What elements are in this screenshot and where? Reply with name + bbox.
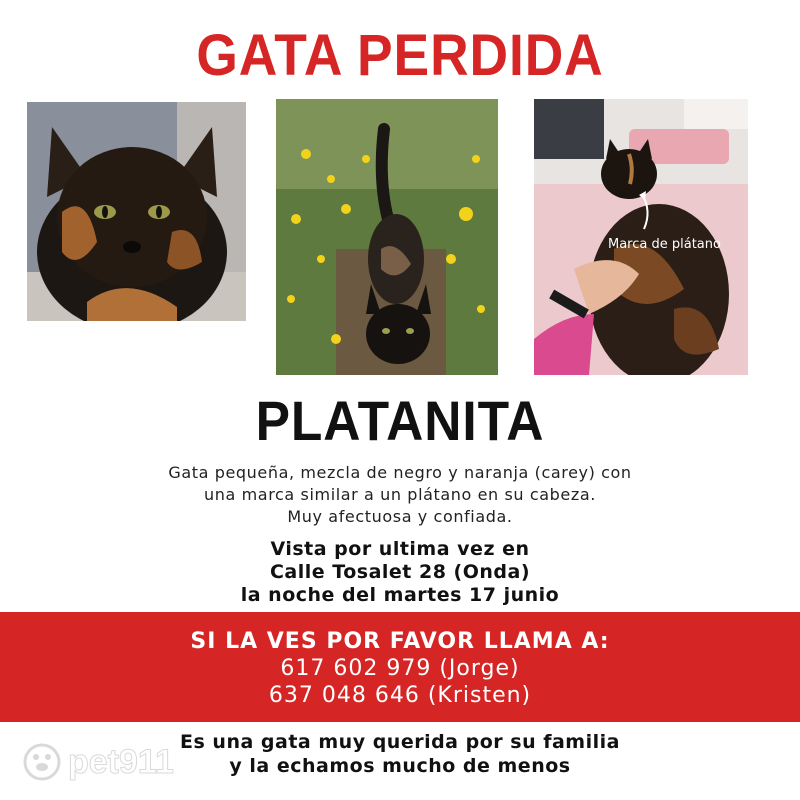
last-seen-line: Calle Tosalet 28 (Onda) bbox=[269, 561, 531, 583]
footer-line: Es una gata muy querida por su familia bbox=[180, 731, 620, 753]
last-seen-line: la noche del martes 17 junio bbox=[240, 584, 560, 606]
cat-name: PLATANITA bbox=[255, 389, 545, 452]
description-line: una marca similar a un plátano en su cabeza. bbox=[204, 485, 596, 504]
cat-photo-closeup bbox=[27, 102, 246, 321]
banana-mark-annotation: Marca de plátano bbox=[608, 237, 721, 252]
description-line: Muy afectuosa y confiada. bbox=[287, 507, 513, 526]
poster-title: GATA PERDIDA bbox=[196, 23, 604, 88]
last-seen-info bbox=[0, 538, 800, 607]
last-seen-line: Vista por ultima vez en bbox=[270, 538, 530, 560]
footer-line: y la echamos mucho de menos bbox=[229, 755, 571, 777]
cat-photo-banana-mark bbox=[534, 99, 748, 375]
cat-description bbox=[0, 462, 800, 528]
watermark-text: pet911 bbox=[68, 742, 174, 781]
description-line: Gata pequeña, mezcla de negro y naranja (carey) con bbox=[168, 463, 632, 482]
phone-number-kristen: 637 048 646 (Kristen) bbox=[268, 683, 532, 708]
pet911-logo-icon bbox=[22, 742, 62, 782]
cat-photo-flowers bbox=[276, 99, 498, 375]
call-to-action: SI LA VES POR FAVOR LLAMA A: bbox=[190, 629, 610, 654]
phone-number-jorge: 617 602 979 (Jorge) bbox=[280, 656, 520, 681]
contact-banner bbox=[0, 612, 800, 722]
watermark bbox=[22, 742, 174, 782]
